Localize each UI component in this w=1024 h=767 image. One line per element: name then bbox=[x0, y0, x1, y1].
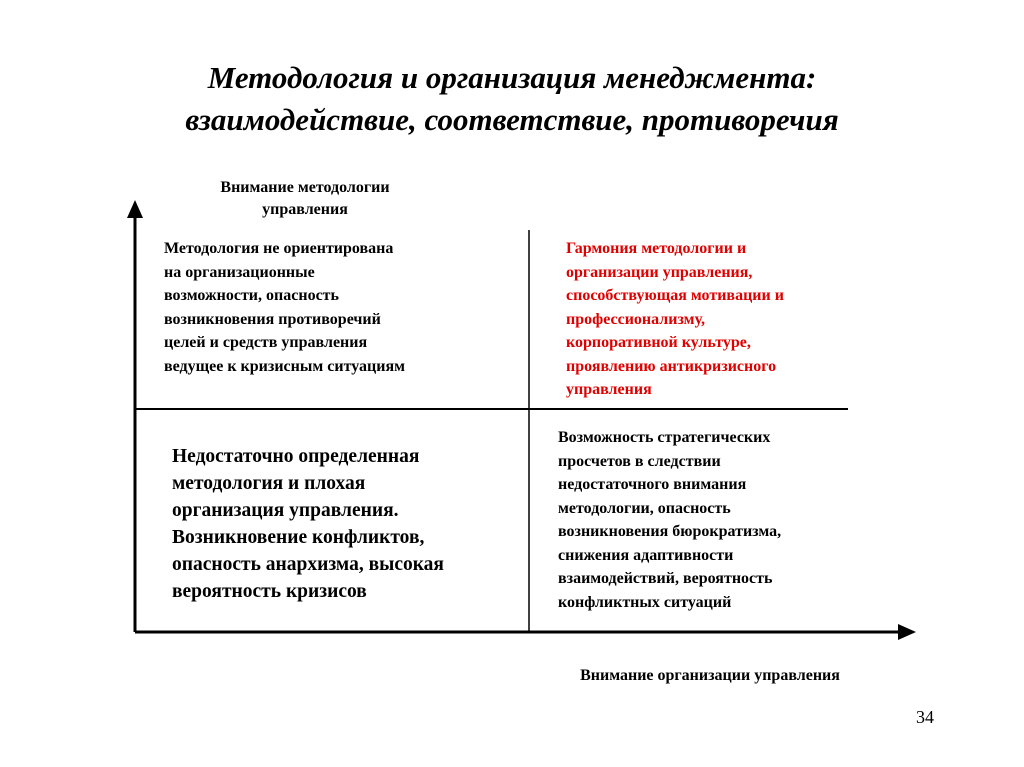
quadrant-text-line: Гармония методологии и bbox=[566, 240, 747, 257]
quadrant-text-line: Возможность стратегических bbox=[558, 429, 771, 446]
quadrant-top-right bbox=[566, 237, 784, 402]
quadrant-text-line: снижения адаптивности bbox=[558, 546, 734, 564]
x-axis-label: Внимание организации управления bbox=[580, 667, 840, 684]
quadrant-text-line: просчетов в следствии bbox=[558, 452, 721, 470]
y-axis-arrowhead bbox=[127, 200, 143, 218]
quadrant-bottom-right bbox=[558, 426, 781, 614]
quadrant-text-line: ведущее к кризисным ситуациям bbox=[164, 357, 405, 375]
quadrant-text-line: вероятность кризисов bbox=[172, 581, 367, 602]
slide-title-line-1: Методология и организация менеджмента: bbox=[207, 60, 817, 95]
quadrant-bottom-left bbox=[172, 443, 444, 605]
quadrant-text-line: проявлению антикризисного bbox=[566, 357, 777, 375]
quadrant-text-line: организация управления. bbox=[172, 500, 399, 521]
quadrant-text-line: целей и средств управления bbox=[164, 334, 368, 351]
y-axis-label-line-1: Внимание методологии bbox=[220, 179, 390, 196]
quadrant-text-line: взаимодействий, вероятность bbox=[558, 570, 773, 587]
quadrant-text-line: Возникновение конфликтов, bbox=[172, 527, 425, 548]
quadrant-text-line: возникновения бюрократизма, bbox=[558, 523, 782, 540]
quadrant-text-line: конфликтных ситуаций bbox=[558, 593, 732, 611]
quadrant-text-line: корпоративной культуре, bbox=[566, 334, 751, 351]
quadrant-text-line: управления bbox=[566, 381, 652, 398]
quadrant-text-line: Недостаточно определенная bbox=[172, 446, 420, 467]
quadrant-text-line: возможности, опасность bbox=[164, 287, 339, 304]
quadrant-text-line: на организационные bbox=[164, 263, 315, 281]
quadrant-text-line: способствующая мотивации и bbox=[566, 287, 784, 304]
slide-title-line-2: взаимодействие, соответствие, противоречия bbox=[185, 102, 839, 137]
quadrant-text-line: методология и плохая bbox=[172, 473, 366, 494]
quadrant-text-line: возникновения противоречий bbox=[164, 310, 381, 328]
quadrant-text-line: Методология не ориентирована bbox=[164, 240, 394, 257]
quadrant-text-line: недостаточного внимания bbox=[558, 476, 747, 493]
quadrant-text-line: организации управления, bbox=[566, 263, 753, 281]
quadrant-text-line: профессионализму, bbox=[566, 310, 705, 328]
x-axis-arrowhead bbox=[898, 624, 916, 640]
quadrant-text-line: опасность анархизма, высокая bbox=[172, 554, 444, 575]
y-axis-label-line-2: управления bbox=[262, 201, 348, 218]
quadrant-text-line: методологии, опасность bbox=[558, 499, 731, 517]
quadrant-top-left bbox=[164, 237, 405, 378]
page-number: 34 bbox=[916, 707, 934, 727]
